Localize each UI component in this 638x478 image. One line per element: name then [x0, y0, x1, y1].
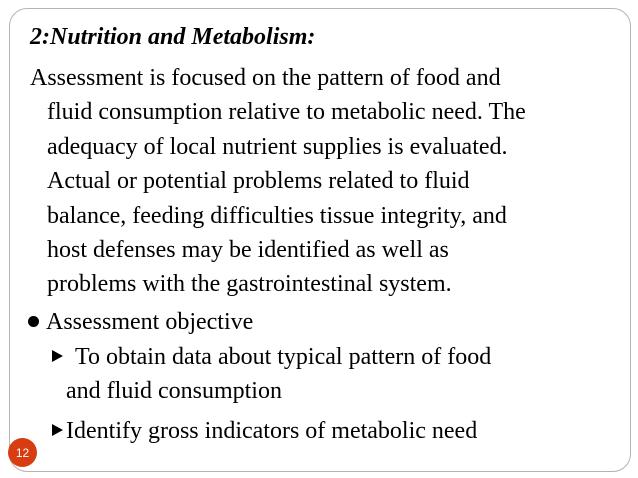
paragraph-line: problems with the gastrointestinal system.	[47, 271, 452, 298]
page-number-badge: 12	[8, 438, 37, 467]
sub-item-text: To obtain data about typical pattern of food	[75, 344, 492, 370]
paragraph-line: balance, feeding difficulties tissue integrity, and	[47, 202, 507, 229]
paragraph-line: Assessment is focused on the pattern of food and	[30, 65, 501, 91]
paragraph-line: Actual or potential problems related to fluid	[47, 168, 470, 195]
paragraph-line: adequacy of local nutrient supplies is evaluated.	[47, 133, 508, 160]
bullet-text: Assessment objective	[46, 309, 254, 335]
bullet-item	[28, 305, 253, 339]
arrow-bullet-icon	[52, 350, 63, 362]
sub-item	[52, 340, 491, 374]
arrow-bullet-icon	[52, 424, 63, 436]
sub-item	[52, 414, 477, 448]
sub-item-text: Identify gross indicators of metabolic need	[66, 418, 478, 444]
sub-item-continuation: and fluid consumption	[66, 378, 282, 404]
paragraph-line: fluid consumption relative to metabolic need. The	[47, 99, 526, 126]
paragraph-line: host defenses may be identified as well as	[47, 237, 449, 264]
bullet-dot-icon	[28, 316, 39, 327]
slide-title: 2:Nutrition and Metabolism:	[30, 24, 316, 50]
body-paragraph	[30, 61, 605, 302]
